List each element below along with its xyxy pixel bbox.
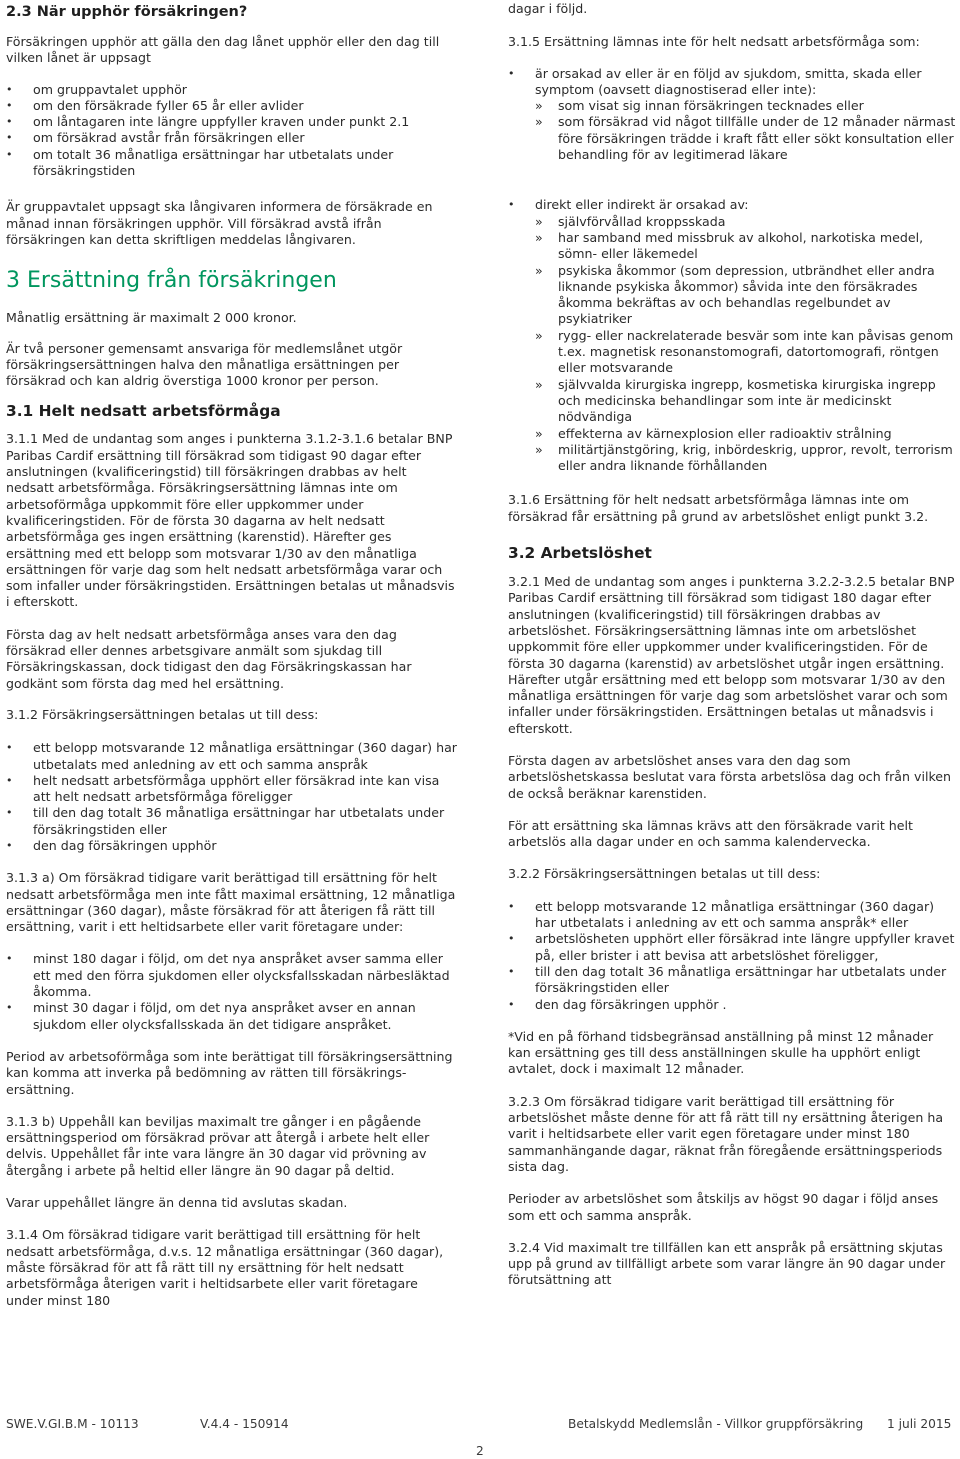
footer-date: 1 juli 2015 <box>887 1417 952 1431</box>
bullet-list <box>508 66 958 164</box>
sub-list <box>508 214 958 475</box>
list-item: • helt nedsatt arbetsförmåga upphört eller försäkrad inte kan visa att helt nedsatt arbetsförmåga föreligger <box>6 773 458 806</box>
list-item: • om försäkrad avstår från försäkringen eller <box>6 130 458 146</box>
section-heading-2-3: 2.3 När upphör försäkringen? <box>6 4 248 20</box>
section-heading-3-1: 3.1 Helt nedsatt arbetsförmåga <box>6 402 281 421</box>
list-item: • arbetslösheten upphört eller försäkrad inte längre uppfyller kravet på, eller brister i att bevisa att arbetslöshet föreligger, <box>508 931 958 964</box>
sub-list-item: » psykiska åkommor (som depression, utbrändhet eller andra liknande psykiska åkommor) såvida inte den försäkrades åkomma bekräftas av och behandlas regelbundet av psykiatriker <box>508 263 958 328</box>
paragraph: Månatlig ersättning är maximalt 2 000 kronor. <box>6 310 297 326</box>
bullet-list <box>508 899 958 1013</box>
list-item: • minst 30 dagar i följd, om det nya anspråket avser en annan sjukdom eller olycksfallsskada än det tidigare anspråket. <box>6 1000 458 1033</box>
section-heading-3: 3 Ersättning från försäkringen <box>6 268 337 294</box>
list-item: • till den dag totalt 36 månatliga ersättningar har utbetalats under försäkringstiden eller <box>508 964 958 997</box>
list-item: • ett belopp motsvarande 12 månatliga ersättningar (360 dagar) har utbetalats med anledning av ett och samma anspråk <box>6 740 458 773</box>
sub-list-item: » rygg- eller nackrelaterade besvär som inte kan påvisas genom t.ex. magnetisk resonanstomografi, datortomografi, röntgen eller motsvarande <box>508 328 958 377</box>
footer-version: V.4.4 - 150914 <box>200 1417 289 1431</box>
list-item <box>508 197 958 474</box>
list-item: • ett belopp motsvarande 12 månatliga ersättningar (360 dagar) har utbetalats i anledning av ett och samma anspråk* eller <box>508 899 958 932</box>
paragraph: 3.1.1 Med de undantag som anges i punkterna 3.1.2-3.1.6 betalar BNP Paribas Cardif ersättning till försäkrad som tidigast 90 dagar efter anslutningen (kvalificeringstid) till försäkringen drabbas av helt nedsatt arbetsförmåga. Försäkringsersättning lämnas inte om arbetsoförmåga uppkommit före eller uppkommer under kvalificeringstiden. För de första 30 dagarna av helt nedsatt arbetsförmåga ges ingen ersättning (karenstid). Härefter ges ersättning med ett belopp som motsvarar 1/30 av den månatliga ersättningen för varje dag som helt nedsatt arbetsförmåga varar och som infaller under försäkringstiden. Ersättningen betalas ut månadsvis i efterskott. <box>6 431 455 610</box>
bullet-list <box>508 197 958 474</box>
list-item: • den dag försäkringen upphör <box>6 838 458 854</box>
sub-list <box>508 98 958 163</box>
paragraph: Försäkringen upphör att gälla den dag lånet upphör eller den dag till vilken lånet är uppsagt <box>6 34 440 66</box>
paragraph: 3.2.1 Med de undantag som anges i punkterna 3.2.2-3.2.5 betalar BNP Paribas Cardif ersättning till försäkrad som tidigast 180 dagar efter anslutningen (kvalificeringstid) till försäkringen drabbas av arbetslöshet. Försäkringsersättning lämnas inte om arbetslöshet uppkommit före eller uppkommer under kvalificeringstiden. För de första 30 dagarna (karenstid) av arbetslöshet utgår ingen ersättning. Härefter utgår ersättning med ett belopp som motsvarar 1/30 av den månatliga ersättningen för varje dag som arbetslöshet varar och som infaller under försäkringstiden. Ersättningen betalas ut månadsvis i efterskott. <box>508 574 955 736</box>
list-item: • minst 180 dagar i följd, om det nya anspråket avser samma eller ett med den förra sjukdomen eller olycksfallsskadan närbesläktad åkomma. <box>6 951 458 1000</box>
paragraph: dagar i följd. <box>508 1 588 16</box>
list-item: • om låntagaren inte längre uppfyller kraven under punkt 2.1 <box>6 114 458 130</box>
footer-product-name: Betalskydd Medlemslån - Villkor gruppförsäkring <box>568 1417 864 1431</box>
sub-list-item: » självvalda kirurgiska ingrepp, kosmetiska kirurgiska ingrepp och medicinska behandlingar som inte är medicinskt nödvändiga <box>508 377 958 426</box>
paragraph: Första dag av helt nedsatt arbetsförmåga anses vara den dag försäkrad eller dennes arbetsgivare anmält som sjukdag till Försäkringskassan, dock tidigast den dag Försäkringskassan har godkänt som första dag med hel ersättning. <box>6 626 412 691</box>
sub-list-item: » militärtjänstgöring, krig, inbördeskrig, uppror, revolt, terrorism eller andra liknande förhållanden <box>508 442 958 475</box>
paragraph: *Vid en på förhand tidsbegränsad anställning på minst 12 månader kan ersättning ges till dess anställningen skulle ha upphört enligt avtalet, dock i maximalt 12 månader. <box>508 1028 934 1077</box>
list-item: • den dag försäkringen upphör . <box>508 997 958 1013</box>
paragraph: Är gruppavtalet uppsagt ska långivaren informera de försäkrade en månad innan försäkringen upphör. Vill försäkrad avstå ifrån försäkringen kan detta skriftligen meddelas långivaren. <box>6 199 433 247</box>
sub-list-item: » har samband med missbruk av alkohol, narkotiska medel, sömn- eller läkemedel <box>508 230 958 263</box>
page-number: 2 <box>476 1444 484 1458</box>
paragraph: Varar uppehållet längre än denna tid avslutas skadan. <box>6 1195 348 1211</box>
list-item: • till den dag totalt 36 månatliga ersättningar har utbetalats under försäkringstiden eller <box>6 805 458 838</box>
sub-list-item: » som försäkrad vid något tillfälle under de 12 månader närmast före försäkringen trädde i kraft fått eller sökt konsultation eller behandling för av legitimerad läkare <box>508 114 958 163</box>
sub-list-item: » som visat sig innan försäkringen tecknades eller <box>508 98 958 114</box>
list-item-intro: är orsakad av eller är en följd av sjukdom, smitta, skada eller symptom (oavsett diagnostiserad eller inte): <box>535 65 922 97</box>
paragraph: 3.2.3 Om försäkrad tidigare varit berättigad till ersättning för arbetslöshet måste denne för att få rätt till ny ersättning återigen ha varit i heltidsarbete eller varit egen företagare under minst 180 sammanhängande dagar, räknat från föregående ersättningsperiods sista dag. <box>508 1093 944 1174</box>
paragraph: 3.1.4 Om försäkrad tidigare varit berättigad till ersättning för helt nedsatt arbetsförmåga, d.v.s. 12 månatliga ersättningar (360 dagar), måste försäkrad för att få rätt till ny ersättning för helt nedsatt arbetsförmåga återigen varit i heltidsarbete eller varit företagare under minst 180 <box>6 1227 444 1308</box>
right-column <box>508 0 958 1289</box>
sub-list-item: » självförvållad kroppsskada <box>508 214 958 230</box>
sub-list-item: » effekterna av kärnexplosion eller radioaktiv strålning <box>508 426 958 442</box>
paragraph: 3.1.5 Ersättning lämnas inte för helt nedsatt arbetsförmåga som: <box>508 34 920 50</box>
paragraph: Första dagen av arbetslöshet anses vara den dag som arbetslöshetskassa beslutat vara första arbetslösa dag och från vilken de också beräknar karenstiden. <box>508 752 952 801</box>
list-item: • om totalt 36 månatliga ersättningar har utbetalats under försäkringstiden <box>6 147 458 180</box>
left-column <box>6 0 458 1309</box>
paragraph: 3.1.6 Ersättning för helt nedsatt arbetsförmåga lämnas inte om försäkrad får ersättning på grund av arbetslöshet enligt punkt 3.2. <box>508 492 929 524</box>
paragraph: För att ersättning ska lämnas krävs att den försäkrade varit helt arbetslös alla dagar under en och samma kalendervecka. <box>508 817 913 850</box>
list-item-intro: direkt eller indirekt är orsakad av: <box>535 197 749 213</box>
paragraph: 3.2.2 Försäkringsersättningen betalas ut till dess: <box>508 866 821 882</box>
paragraph: 3.1.3 b) Uppehåll kan beviljas maximalt tre gånger i en pågående ersättningsperiod om försäkrad prövar att återgå i arbete helt eller delvis. Uppehållet får inte vara längre än 30 dagar vid prövning av återgång i arbete på heltid eller längre än 90 dagar på deltid. <box>6 1113 430 1178</box>
bullet-list <box>6 82 458 180</box>
list-item: • om den försäkrade fyller 65 år eller avlider <box>6 98 458 114</box>
paragraph: 3.1.2 Försäkringsersättningen betalas ut till dess: <box>6 706 319 722</box>
bullet-list <box>6 951 458 1032</box>
paragraph: Perioder av arbetslöshet som åtskiljs av högst 90 dagar i följd anses som ett och samma anspråk. <box>508 1191 939 1223</box>
section-heading-3-2: 3.2 Arbetslöshet <box>508 544 652 563</box>
bullet-list <box>6 740 458 854</box>
list-item: • om gruppavtalet upphör <box>6 82 458 98</box>
paragraph: Period av arbetsoförmåga som inte berättigat till försäkringsersättning kan komma att inverka på bedömning av rätten till försäkrings-ersättning. <box>6 1048 453 1097</box>
paragraph: 3.2.4 Vid maximalt tre tillfällen kan ett anspråk på ersättning skjutas upp på grund av tillfälligt arbete som varar längre än 90 dagar under förutsättning att <box>508 1239 946 1288</box>
paragraph: Är två personer gemensamt ansvariga för medlemslånet utgör försäkringsersättningen halva den månatliga ersättningen per försäkrad och kan aldrig överstiga 1000 kronor per person. <box>6 340 403 389</box>
footer-document-code: SWE.V.GI.B.M - 10113 <box>6 1417 139 1431</box>
list-item <box>508 66 958 164</box>
paragraph: 3.1.3 a) Om försäkrad tidigare varit berättigad till ersättning för helt nedsatt arbetsförmåga men inte fått maximal ersättning, 12 månatliga ersättningar (360 dagar), måste försäkrad för att återigen få rätt till ersättning, varit i ett heltidsarbete eller varit företagare under: <box>6 870 456 935</box>
